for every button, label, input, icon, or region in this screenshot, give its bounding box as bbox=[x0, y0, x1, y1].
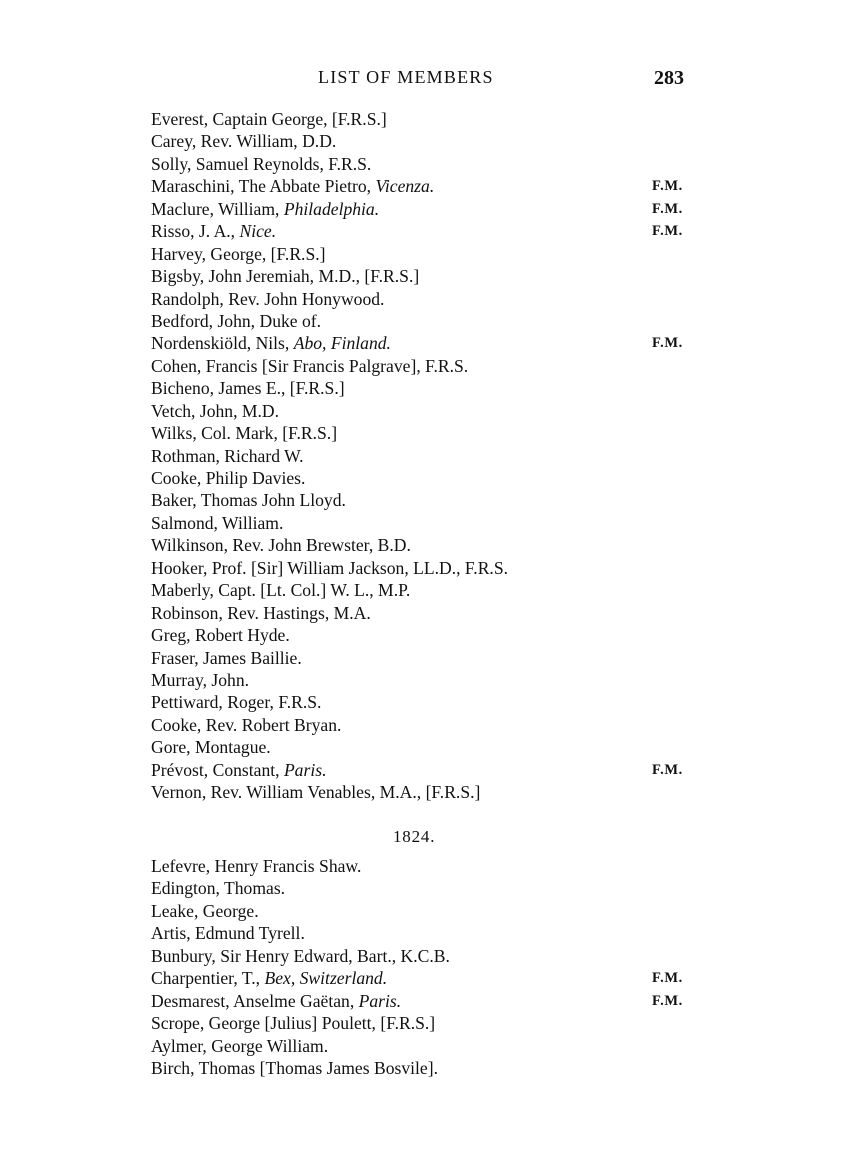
member-entry bbox=[151, 759, 711, 781]
member-name: Salmond, William. bbox=[151, 512, 284, 533]
member-name: Maclure, William, bbox=[151, 198, 284, 219]
page-number: 283 bbox=[654, 67, 684, 89]
member-entry bbox=[151, 288, 711, 310]
member-entry bbox=[151, 310, 711, 332]
member-name: Birch, Thomas [Thomas James Bosvile]. bbox=[151, 1057, 438, 1078]
member-name: Greg, Robert Hyde. bbox=[151, 625, 290, 646]
foreign-member-mark: F.M. bbox=[652, 178, 683, 195]
member-entry bbox=[151, 108, 711, 130]
page-title: LIST OF MEMBERS bbox=[318, 67, 494, 87]
member-name: Charpentier, T., bbox=[151, 968, 265, 989]
member-entry bbox=[151, 624, 711, 646]
member-name: Leake, George. bbox=[151, 900, 259, 921]
member-entry bbox=[151, 489, 711, 511]
member-name: Carey, Rev. William, D.D. bbox=[151, 131, 337, 152]
member-place: Vicenza. bbox=[375, 176, 435, 197]
member-name: Bedford, John, Duke of. bbox=[151, 310, 322, 331]
member-list-1824 bbox=[151, 855, 711, 1079]
member-entry bbox=[151, 900, 711, 922]
member-name: Prévost, Constant, bbox=[151, 759, 284, 780]
member-name: Wilkinson, Rev. John Brewster, B.D. bbox=[151, 535, 411, 556]
foreign-member-mark: F.M. bbox=[652, 200, 683, 217]
member-place: Nice. bbox=[239, 221, 277, 242]
foreign-member-mark: F.M. bbox=[652, 992, 683, 1009]
member-entry bbox=[151, 714, 711, 736]
member-name: Harvey, George, [F.R.S.] bbox=[151, 243, 326, 264]
member-entry bbox=[151, 175, 711, 197]
member-entry bbox=[151, 877, 711, 899]
member-entry bbox=[151, 422, 711, 444]
member-name: Nordenskiöld, Nils, bbox=[151, 333, 294, 354]
member-name: Scrope, George [Julius] Poulett, [F.R.S.] bbox=[151, 1013, 436, 1034]
member-entry bbox=[151, 669, 711, 691]
foreign-member-mark: F.M. bbox=[652, 970, 683, 987]
member-place: Paris. bbox=[283, 759, 327, 780]
member-name: Fraser, James Baillie. bbox=[151, 647, 302, 668]
member-place: Paris. bbox=[358, 990, 402, 1011]
member-entry bbox=[151, 990, 711, 1012]
member-name: Murray, John. bbox=[151, 669, 250, 690]
year-heading: 1824. bbox=[393, 827, 436, 846]
member-entry bbox=[151, 1012, 711, 1034]
member-entry bbox=[151, 922, 711, 944]
member-entry bbox=[151, 445, 711, 467]
member-entry bbox=[151, 736, 711, 758]
member-entry bbox=[151, 332, 711, 354]
member-entry bbox=[151, 198, 711, 220]
member-entry bbox=[151, 355, 711, 377]
member-name: Vernon, Rev. William Venables, M.A., [F.R.S.] bbox=[151, 782, 481, 803]
member-entry bbox=[151, 1057, 711, 1079]
member-name: Solly, Samuel Reynolds, F.R.S. bbox=[151, 153, 372, 174]
foreign-member-mark: F.M. bbox=[652, 335, 683, 352]
member-entry bbox=[151, 945, 711, 967]
member-name: Everest, Captain George, [F.R.S.] bbox=[151, 109, 387, 129]
member-name: Lefevre, Henry Francis Shaw. bbox=[151, 856, 362, 876]
member-name: Cohen, Francis [Sir Francis Palgrave], F.R.S. bbox=[151, 355, 469, 376]
member-place: Bex, Switzerland. bbox=[264, 968, 388, 989]
member-place: Abo, Finland. bbox=[293, 333, 391, 354]
member-entry bbox=[151, 220, 711, 242]
member-entry bbox=[151, 130, 711, 152]
member-name: Cooke, Philip Davies. bbox=[151, 468, 306, 488]
member-entry bbox=[151, 647, 711, 669]
member-name: Robinson, Rev. Hastings, M.A. bbox=[151, 602, 371, 623]
member-entry bbox=[151, 243, 711, 265]
member-entry bbox=[151, 265, 711, 287]
member-name: Randolph, Rev. John Honywood. bbox=[151, 288, 385, 309]
member-name: Baker, Thomas John Lloyd. bbox=[151, 490, 346, 511]
member-entry bbox=[151, 534, 711, 556]
member-entry bbox=[151, 855, 711, 877]
member-entry bbox=[151, 602, 711, 624]
member-name: Artis, Edmund Tyrell. bbox=[151, 923, 305, 944]
member-list-1823 bbox=[151, 108, 711, 804]
member-entry bbox=[151, 579, 711, 601]
member-entry bbox=[151, 691, 711, 713]
member-name: Aylmer, George William. bbox=[151, 1035, 329, 1056]
member-name: Risso, J. A., bbox=[151, 221, 240, 242]
member-entry bbox=[151, 781, 711, 803]
member-name: Gore, Montague. bbox=[151, 737, 271, 758]
member-entry bbox=[151, 377, 711, 399]
member-name: Cooke, Rev. Robert Bryan. bbox=[151, 714, 342, 735]
foreign-member-mark: F.M. bbox=[652, 223, 683, 240]
member-entry bbox=[151, 1035, 711, 1057]
member-name: Bicheno, James E., [F.R.S.] bbox=[151, 378, 345, 399]
member-name: Pettiward, Roger, F.R.S. bbox=[151, 692, 322, 713]
member-name: Wilks, Col. Mark, [F.R.S.] bbox=[151, 423, 338, 444]
member-name: Rothman, Richard W. bbox=[151, 445, 304, 466]
member-entry bbox=[151, 512, 711, 534]
member-name: Desmarest, Anselme Gaëtan, bbox=[151, 990, 359, 1011]
member-entry bbox=[151, 557, 711, 579]
member-name: Vetch, John, M.D. bbox=[151, 400, 280, 421]
member-name: Edington, Thomas. bbox=[151, 878, 286, 899]
member-name: Bigsby, John Jeremiah, M.D., [F.R.S.] bbox=[151, 266, 420, 287]
member-entry bbox=[151, 467, 711, 489]
member-name: Bunbury, Sir Henry Edward, Bart., K.C.B. bbox=[151, 945, 450, 966]
member-name: Maberly, Capt. [Lt. Col.] W. L., M.P. bbox=[151, 580, 411, 601]
member-name: Maraschini, The Abbate Pietro, bbox=[151, 176, 376, 197]
member-entry bbox=[151, 153, 711, 175]
member-entry bbox=[151, 967, 711, 989]
member-entry bbox=[151, 400, 711, 422]
foreign-member-mark: F.M. bbox=[652, 761, 683, 778]
member-place: Philadelphia. bbox=[283, 198, 380, 219]
member-name: Hooker, Prof. [Sir] William Jackson, LL.D., F.R.S. bbox=[151, 557, 509, 578]
